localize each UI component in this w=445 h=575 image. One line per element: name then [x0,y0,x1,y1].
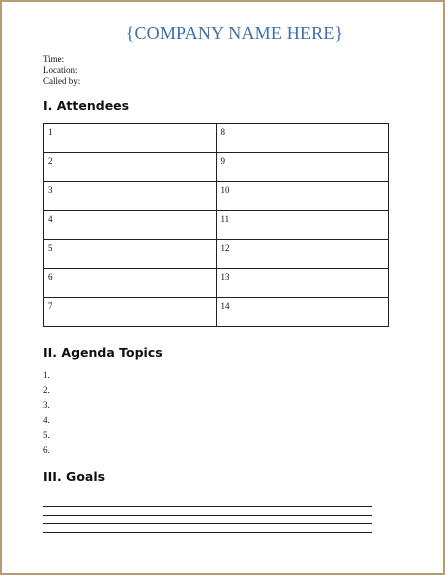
agenda-topics-heading: II. Agenda Topics [43,345,163,360]
table-cell[interactable]: 1 [44,124,217,153]
table-cell[interactable]: 11 [216,211,389,240]
goal-line[interactable] [43,500,372,507]
location-label: Location: [43,65,78,75]
goals-lines [43,500,372,534]
table-row [44,211,389,240]
table-cell[interactable]: 14 [216,298,389,327]
table-cell[interactable]: 7 [44,298,217,327]
table-cell[interactable]: 13 [216,269,389,298]
list-item[interactable]: 6. [43,445,50,455]
table-row [44,153,389,182]
table-cell[interactable]: 5 [44,240,217,269]
table-row [44,269,389,298]
table-cell[interactable]: 8 [216,124,389,153]
company-name-title: {COMPANY NAME HERE} [125,23,344,43]
table-cell[interactable]: 4 [44,211,217,240]
table-cell[interactable]: 10 [216,182,389,211]
list-item[interactable]: 4. [43,415,50,425]
table-cell[interactable]: 3 [44,182,217,211]
goals-heading: III. Goals [43,469,106,484]
agenda-list [43,368,50,458]
list-item[interactable]: 2. [43,385,50,395]
table-row [44,298,389,327]
table-cell[interactable]: 12 [216,240,389,269]
table-row [44,240,389,269]
meeting-meta [43,54,80,87]
table-row [44,124,389,153]
table-cell[interactable]: 9 [216,153,389,182]
goal-line[interactable] [43,509,372,516]
table-cell[interactable]: 2 [44,153,217,182]
table-cell[interactable]: 6 [44,269,217,298]
list-item[interactable]: 5. [43,430,50,440]
goal-line[interactable] [43,526,372,533]
table-row [44,182,389,211]
list-item[interactable]: 3. [43,400,50,410]
goal-line[interactable] [43,517,372,524]
called-by-label: Called by: [43,76,81,86]
list-item[interactable]: 1. [43,370,50,380]
attendees-heading: I. Attendees [43,98,130,113]
time-label: Time: [43,54,65,64]
attendees-table [43,123,389,327]
